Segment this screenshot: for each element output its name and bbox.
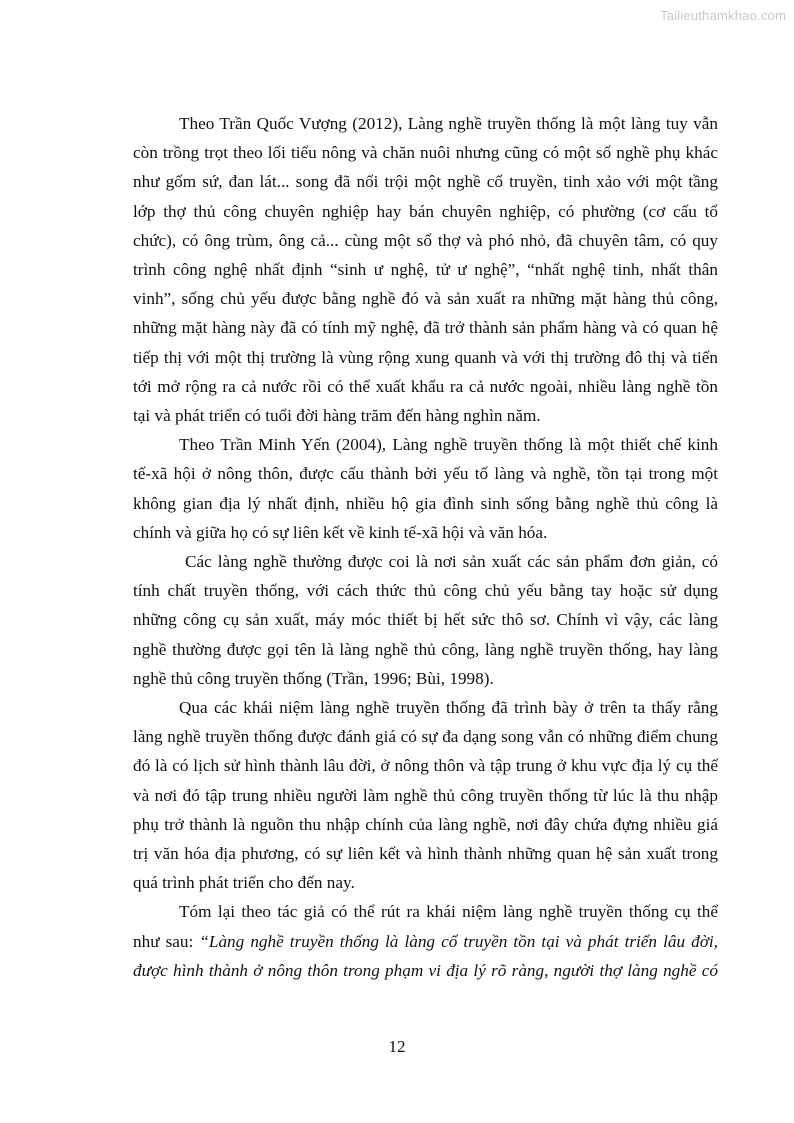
text-line-with-quote <box>133 927 718 956</box>
text-line: Theo Trần Quốc Vượng (2012), Làng nghề truyền thống là một làng tuy vẫn <box>179 114 718 133</box>
text-line: làng nghề truyền thống được đánh giá có sự đa dạng song vẫn có những điểm chung <box>133 727 718 747</box>
text-line: không gian địa lý nhất định, nhiều hộ gia đình sinh sống bằng nghề thủ công là <box>133 493 718 513</box>
text-line: tiếp thị với một thị trường là vùng rộng xung quanh và với thị trường đô thị và tiến <box>133 347 718 367</box>
text-line: nghề thường được gọi tên là làng nghề thủ công, làng nghề truyền thống, hay làng <box>133 639 718 659</box>
text-line: Tóm lại theo tác giả có thể rút ra khái niệm làng nghề truyền thống cụ thể <box>179 902 718 922</box>
text-line: vinh”, sống chủ yếu được bằng nghề đó và sản xuất ra những mặt hàng thủ công, <box>133 289 718 309</box>
definition-quote: “Làng nghề truyền thống là làng cổ truyền tồn tại và phát triển lâu đời, <box>199 931 718 951</box>
paragraph-qua-cac-khai-niem <box>133 693 718 897</box>
text-line: như gốm sứ, đan lát... song đã nổi trội một nghề cổ truyền, tinh xảo với một tầng <box>133 172 718 192</box>
text-line: trình công nghệ nhất định “sinh ư nghệ, tử ư nghệ”, “nhất nghệ tinh, nhất thân <box>133 260 718 280</box>
text-line: tới mở rộng ra cả nước rồi có thể xuất khẩu ra cả nước ngoài, nhiều làng nghề tồn <box>133 376 718 396</box>
text-line: nghề thủ công truyền thống (Trần, 1996; Bùi, 1998). <box>133 668 494 688</box>
watermark-text: Tailieuthamkhao.com <box>660 8 786 23</box>
text-line: được hình thành ở nông thôn trong phạm vi địa lý rõ ràng, người thợ làng nghề có <box>133 960 718 980</box>
text-line: và nơi đó tập trung nhiều người làm nghề thủ công truyền thống từ lúc là thu nhập <box>133 785 718 805</box>
text-line: những mặt hàng này đã có tính mỹ nghệ, đã trở thành sản phẩm hàng và có quan hệ <box>133 318 718 338</box>
text-line: tính chất truyền thống, với cách thức thủ công chủ yếu bằng tay hoặc sử dụng <box>133 581 718 601</box>
paragraph-cac-lang-nghe <box>133 547 718 693</box>
text-line: chính và giữa họ có sự liên kết về kinh tế-xã hội và văn hóa. <box>133 522 548 542</box>
text-line: lớp thợ thủ công chuyên nghiệp hay bán chuyên nghiệp, có phường (cơ cấu tổ <box>133 201 718 221</box>
text-line: Qua các khái niệm làng nghề truyền thống đã trình bày ở trên ta thấy rằng <box>179 698 718 718</box>
text-line: chức), có ông trùm, ông cả... cùng một số thợ và phó nhỏ, đã chuyên tâm, có quy <box>133 230 718 250</box>
text-line: còn trồng trọt theo lối tiểu nông và chăn nuôi nhưng cũng có một số nghề phụ khác <box>133 143 718 163</box>
text-line: đó là có lịch sử hình thành lâu đời, ở nông thôn và tập trung ở khu vực địa lý cụ thể <box>133 756 718 776</box>
paragraph-tom-lai <box>133 897 718 985</box>
text-line: tế-xã hội ở nông thôn, được cấu thành bởi yếu tố làng và nghề, tồn tại trong một <box>133 464 718 484</box>
text-line: Theo Trần Minh Yến (2004), Làng nghề truyền thống là một thiết chế kinh <box>179 435 718 455</box>
paragraph-tran-minh-yen <box>133 430 718 547</box>
text-line: tại và phát triển có tuổi đời hàng trăm đến hàng nghìn năm. <box>133 406 541 426</box>
paragraph-tran-quoc-vuong <box>133 109 718 430</box>
page-number: 12 <box>388 1037 406 1056</box>
quote-lead-in: như sau: <box>133 931 200 951</box>
text-line: quá trình phát triển cho đến nay. <box>133 873 355 893</box>
document-body <box>133 109 718 985</box>
text-line: những công cụ sản xuất, máy móc thiết bị hết sức thô sơ. Chính vì vậy, các làng <box>133 610 718 630</box>
text-line: trị văn hóa địa phương, có sự liên kết và hình thành những quan hệ sản xuất trong <box>133 844 718 864</box>
text-line: phụ trở thành là nguồn thu nhập chính của làng nghề, nơi đây chứa đựng nhiều giá <box>133 814 718 834</box>
text-line: Các làng nghề thường được coi là nơi sản xuất các sản phẩm đơn giản, có <box>185 552 718 572</box>
